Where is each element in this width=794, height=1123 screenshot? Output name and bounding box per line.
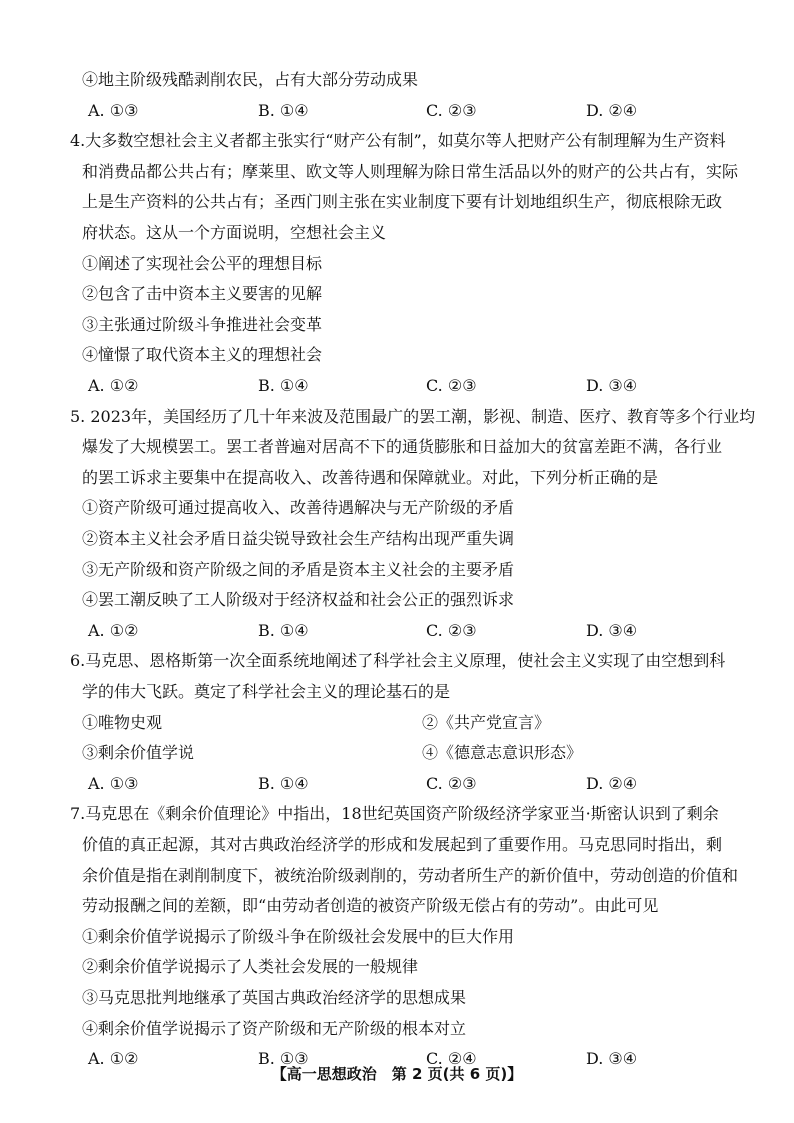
text-line: 劳动报酬之间的差额，即“由劳动者创造的被资产阶级无偿占有的劳动”。由此可见 — [82, 896, 659, 915]
statement-item: ②《共产党宣言》 — [422, 713, 551, 732]
text-line: 价值的真正起源，其对古典政治经济学的形成和发展起到了重要作用。马克思同时指出，剩 — [82, 835, 723, 854]
statement-item: ③剩余价值学说 — [82, 743, 195, 762]
answer-options — [88, 774, 728, 794]
answer-option: D. ③④ — [586, 621, 638, 640]
answer-option: D. ③④ — [586, 376, 638, 395]
text-line: 的罢工诉求主要集中在提高收入、改善待遇和保障就业。对此，下列分析正确的是 — [82, 468, 659, 487]
text-line: ②剩余价值学说揭示了人类社会发展的一般规律 — [82, 957, 419, 976]
text-line: 学的伟大飞跃。奠定了科学社会主义的理论基石的是 — [82, 682, 451, 701]
text-line: ④憧憬了取代资本主义的理想社会 — [82, 345, 323, 364]
answer-option: B. ①④ — [258, 621, 309, 640]
answer-option: C. ②③ — [426, 621, 477, 640]
text-line: 上是生产资料的公共占有；圣西门则主张在实业制度下要有计划地组织生产，彻底根除无政 — [82, 192, 723, 211]
statement-pair — [82, 743, 722, 763]
text-line: 和消费品都公共占有；摩莱里、欧文等人则理解为除日常生活品以外的财产的公共占有，实际 — [82, 162, 739, 181]
text-line: ③马克思批判地继承了英国古典政治经济学的思想成果 — [82, 988, 467, 1007]
text-line: ②资本主义社会矛盾日益尖锐导致社会生产结构出现严重失调 — [82, 529, 515, 548]
text-line: ③主张通过阶级斗争推进社会变革 — [82, 315, 323, 334]
answer-option: A. ①② — [88, 376, 139, 395]
statement-pair — [82, 713, 722, 733]
question-stem-line: 5. 2023年，美国经历了几十年来波及范围最广的罢工潮，影视、制造、医疗、教育等多个行业均 — [70, 407, 756, 426]
answer-option: A. ①② — [88, 1049, 139, 1068]
answer-option: C. ②④ — [426, 1049, 477, 1068]
question-stem-line: 4.大多数空想社会主义者都主张实行“财产公有制”，如莫尔等人把财产公有制理解为生产资料 — [70, 131, 726, 150]
answer-options — [88, 621, 728, 641]
text-line: ③无产阶级和资产阶级之间的矛盾是资本主义社会的主要矛盾 — [82, 560, 515, 579]
text-line: ②包含了击中资本主义要害的见解 — [82, 284, 323, 303]
answer-option: C. ②③ — [426, 101, 477, 120]
text-line: ①剩余价值学说揭示了阶级斗争在阶级社会发展中的巨大作用 — [82, 927, 515, 946]
text-line: ④剩余价值学说揭示了资产阶级和无产阶级的根本对立 — [82, 1019, 467, 1038]
answer-option: B. ①③ — [258, 1049, 309, 1068]
question-stem-line: 6.马克思、恩格斯第一次全面系统地阐述了科学社会主义原理，使社会主义实现了由空想到科 — [70, 651, 726, 670]
text-line: ④地主阶级残酷剥削农民，占有大部分劳动成果 — [82, 70, 419, 89]
text-line: ①阐述了实现社会公平的理想目标 — [82, 254, 323, 273]
text-line: 余价值是指在剥削制度下，被统治阶级剥削的，劳动者所生产的新价值中，劳动创造的价值和 — [82, 866, 739, 885]
statement-item: ①唯物史观 — [82, 713, 163, 732]
text-line: 府状态。这从一个方面说明，空想社会主义 — [82, 223, 387, 242]
answer-options — [88, 376, 728, 396]
answer-options — [88, 101, 728, 121]
page-footer: 【高一思想政治 第 2 页(共 6 页)】 — [271, 1065, 523, 1083]
answer-option: C. ②③ — [426, 774, 477, 793]
text-line: ④罢工潮反映了工人阶级对于经济权益和社会公正的强烈诉求 — [82, 590, 515, 609]
answer-option: D. ②④ — [586, 101, 638, 120]
answer-option: A. ①③ — [88, 774, 139, 793]
text-line: 爆发了大规模罢工。罢工者普遍对居高不下的通货膨胀和日益加大的贫富差距不满，各行业 — [82, 437, 723, 456]
answer-option: D. ②④ — [586, 774, 638, 793]
answer-option: D. ③④ — [586, 1049, 638, 1068]
answer-option: A. ①③ — [88, 101, 139, 120]
text-line: ①资产阶级可通过提高收入、改善待遇解决与无产阶级的矛盾 — [82, 498, 515, 517]
answer-option: C. ②③ — [426, 376, 477, 395]
answer-option: B. ①④ — [258, 376, 309, 395]
statement-item: ④《德意志意识形态》 — [422, 743, 583, 762]
answer-option: A. ①② — [88, 621, 139, 640]
answer-option: B. ①④ — [258, 101, 309, 120]
answer-option: B. ①④ — [258, 774, 309, 793]
question-stem-line: 7.马克思在《剩余价值理论》中指出，18世纪英国资产阶级经济学家亚当·斯密认识到了剩余 — [70, 804, 719, 823]
